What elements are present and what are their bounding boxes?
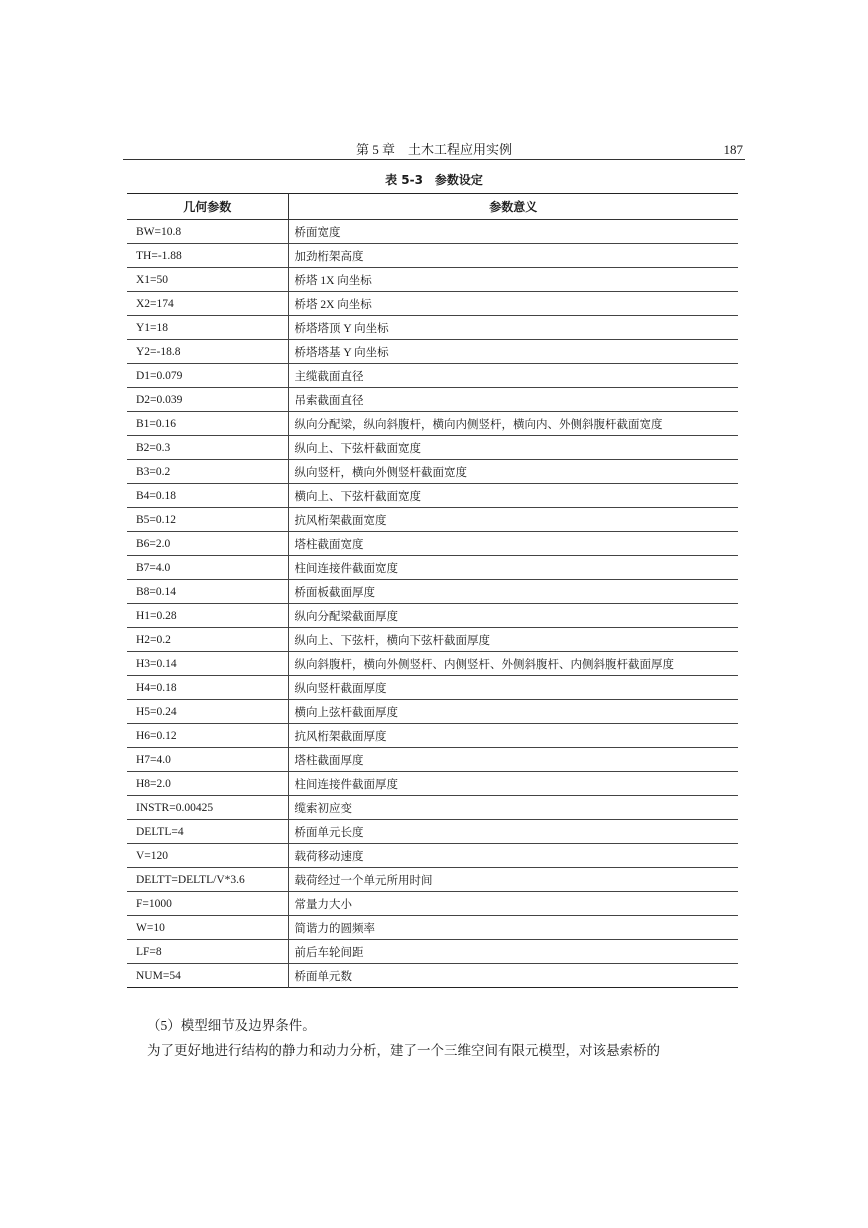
- meaning-cell: 加劲桁架高度: [288, 244, 738, 268]
- parameter-cell: W=10: [127, 916, 288, 940]
- table-row: [127, 724, 738, 748]
- parameter-cell: F=1000: [127, 892, 288, 916]
- parameter-cell: H5=0.24: [127, 700, 288, 724]
- table-row: [127, 580, 738, 604]
- meaning-cell: 纵向竖杆截面厚度: [288, 676, 738, 700]
- meaning-cell: 纵向竖杆，横向外侧竖杆截面宽度: [288, 460, 738, 484]
- meaning-cell: 桥面宽度: [288, 220, 738, 244]
- table-caption: 表 5-3 参数设定: [385, 173, 483, 187]
- meaning-cell: 桥塔塔基 Y 向坐标: [288, 340, 738, 364]
- parameter-cell: H4=0.18: [127, 676, 288, 700]
- parameter-cell: Y2=-18.8: [127, 340, 288, 364]
- meaning-cell: 桥塔塔顶 Y 向坐标: [288, 316, 738, 340]
- parameter-cell: V=120: [127, 844, 288, 868]
- parameter-cell: H6=0.12: [127, 724, 288, 748]
- body-paragraph: 为了更好地进行结构的静力和动力分析，建了一个三维空间有限元模型，对该悬索桥的: [147, 1043, 660, 1058]
- meaning-cell: 横向上弦杆截面厚度: [288, 700, 738, 724]
- table-row: [127, 316, 738, 340]
- meaning-cell: 桥塔 1X 向坐标: [288, 268, 738, 292]
- table-row: [127, 508, 738, 532]
- parameter-cell: B4=0.18: [127, 484, 288, 508]
- table-row: [127, 964, 738, 988]
- meaning-cell: 抗风桁架截面宽度: [288, 508, 738, 532]
- table-row: [127, 604, 738, 628]
- parameter-cell: DELTT=DELTL/V*3.6: [127, 868, 288, 892]
- parameter-cell: INSTR=0.00425: [127, 796, 288, 820]
- parameter-cell: H2=0.2: [127, 628, 288, 652]
- table-row: [127, 436, 738, 460]
- table-row: [127, 844, 738, 868]
- table-row: [127, 412, 738, 436]
- parameter-cell: TH=-1.88: [127, 244, 288, 268]
- meaning-cell: 抗风桁架截面厚度: [288, 724, 738, 748]
- page-number: 187: [723, 142, 743, 157]
- parameter-cell: BW=10.8: [127, 220, 288, 244]
- parameter-cell: LF=8: [127, 940, 288, 964]
- parameter-table: [127, 193, 738, 988]
- meaning-cell: 纵向斜腹杆，横向外侧竖杆、内侧竖杆、外侧斜腹杆、内侧斜腹杆截面厚度: [288, 652, 738, 676]
- meaning-cell: 柱间连接件截面宽度: [288, 556, 738, 580]
- meaning-cell: 桥面板截面厚度: [288, 580, 738, 604]
- meaning-cell: 常量力大小: [288, 892, 738, 916]
- table-row: [127, 772, 738, 796]
- meaning-cell: 吊索截面直径: [288, 388, 738, 412]
- parameter-cell: B3=0.2: [127, 460, 288, 484]
- meaning-cell: 缆索初应变: [288, 796, 738, 820]
- table-row: [127, 652, 738, 676]
- parameter-cell: B2=0.3: [127, 436, 288, 460]
- table-row: [127, 796, 738, 820]
- table-row: [127, 532, 738, 556]
- table-row: [127, 868, 738, 892]
- table-row: [127, 484, 738, 508]
- parameter-cell: D2=0.039: [127, 388, 288, 412]
- meaning-cell: 塔柱截面宽度: [288, 532, 738, 556]
- table-row: [127, 340, 738, 364]
- meaning-cell: 载荷经过一个单元所用时间: [288, 868, 738, 892]
- column-header-parameter: 几何参数: [127, 194, 288, 220]
- table-row: [127, 940, 738, 964]
- section-heading: （5）模型细节及边界条件。: [147, 1018, 316, 1033]
- running-header: [123, 141, 745, 160]
- table-row: [127, 388, 738, 412]
- parameter-cell: X1=50: [127, 268, 288, 292]
- meaning-cell: 主缆截面直径: [288, 364, 738, 388]
- chapter-title: 第 5 章 土木工程应用实例: [355, 142, 512, 157]
- parameter-cell: H3=0.14: [127, 652, 288, 676]
- table-body: [127, 220, 738, 988]
- meaning-cell: 简谐力的圆频率: [288, 916, 738, 940]
- parameter-cell: B5=0.12: [127, 508, 288, 532]
- meaning-cell: 纵向分配梁，纵向斜腹杆，横向内侧竖杆，横向内、外侧斜腹杆截面宽度: [288, 412, 738, 436]
- parameter-cell: DELTL=4: [127, 820, 288, 844]
- parameter-cell: NUM=54: [127, 964, 288, 988]
- parameter-cell: H7=4.0: [127, 748, 288, 772]
- meaning-cell: 桥塔 2X 向坐标: [288, 292, 738, 316]
- table-row: [127, 244, 738, 268]
- table-row: [127, 556, 738, 580]
- meaning-cell: 桥面单元长度: [288, 820, 738, 844]
- meaning-cell: 纵向上、下弦杆，横向下弦杆截面厚度: [288, 628, 738, 652]
- parameter-cell: B1=0.16: [127, 412, 288, 436]
- column-header-meaning: 参数意义: [288, 194, 738, 220]
- parameter-cell: B6=2.0: [127, 532, 288, 556]
- table-row: [127, 220, 738, 244]
- table-row: [127, 628, 738, 652]
- meaning-cell: 载荷移动速度: [288, 844, 738, 868]
- parameter-cell: D1=0.079: [127, 364, 288, 388]
- meaning-cell: 纵向分配梁截面厚度: [288, 604, 738, 628]
- parameter-cell: X2=174: [127, 292, 288, 316]
- parameter-cell: B7=4.0: [127, 556, 288, 580]
- table-row: [127, 748, 738, 772]
- table-row: [127, 460, 738, 484]
- table-row: [127, 700, 738, 724]
- meaning-cell: 纵向上、下弦杆截面宽度: [288, 436, 738, 460]
- table-row: [127, 268, 738, 292]
- meaning-cell: 桥面单元数: [294, 970, 352, 983]
- table-row: [127, 820, 738, 844]
- parameter-cell: H1=0.28: [127, 604, 288, 628]
- parameter-cell: H8=2.0: [127, 772, 288, 796]
- table-row: [127, 292, 738, 316]
- parameter-cell: Y1=18: [127, 316, 288, 340]
- table-row: [127, 364, 738, 388]
- meaning-cell: 横向上、下弦杆截面宽度: [288, 484, 738, 508]
- meaning-cell: 前后车轮间距: [288, 940, 738, 964]
- meaning-cell: 塔柱截面厚度: [288, 748, 738, 772]
- table-header-row: [127, 194, 738, 220]
- table-row: [127, 892, 738, 916]
- table-row: [127, 916, 738, 940]
- parameter-cell: B8=0.14: [127, 580, 288, 604]
- meaning-cell: 柱间连接件截面厚度: [288, 772, 738, 796]
- table-row: [127, 676, 738, 700]
